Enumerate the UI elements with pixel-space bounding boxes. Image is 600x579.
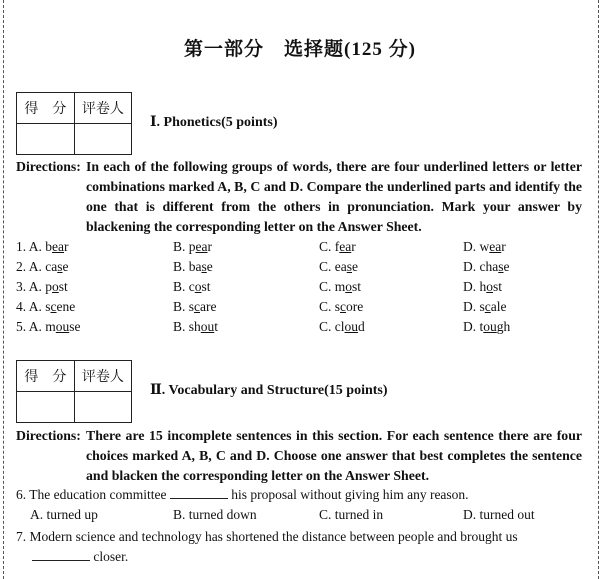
option-letter: C. bbox=[319, 299, 332, 314]
word-part: p bbox=[45, 279, 53, 294]
word-part: cl bbox=[334, 319, 345, 334]
question-6 bbox=[16, 485, 582, 505]
phonetics-option bbox=[319, 239, 356, 255]
question-stem: 7. Modern science and technology has shortened the distance between people and brought us bbox=[16, 529, 518, 544]
underlined-letters: c bbox=[194, 299, 201, 314]
phonetics-option bbox=[319, 259, 358, 275]
underlined-letters: ea bbox=[489, 239, 502, 254]
option-letter: C. bbox=[319, 319, 332, 334]
answer-blank bbox=[32, 548, 90, 561]
section-heading-phonetics: Ⅰ. Phonetics(5 points) bbox=[150, 115, 278, 130]
word-part: ba bbox=[188, 259, 202, 274]
word-part: d bbox=[358, 319, 365, 334]
word-part: r bbox=[351, 239, 356, 254]
option-letter: C. bbox=[319, 239, 332, 254]
left-dashed-margin bbox=[3, 0, 4, 579]
word-part: t bbox=[479, 319, 484, 334]
question-number: 1. A. bbox=[16, 239, 42, 254]
option-a: A. turned up bbox=[30, 507, 98, 522]
underlined-letters: c bbox=[484, 299, 491, 314]
underlined-letters: o bbox=[52, 279, 59, 294]
word-part: st bbox=[493, 279, 503, 294]
underlined-letters: c bbox=[50, 299, 57, 314]
score-box-1 bbox=[16, 92, 132, 155]
option-c: C. turned in bbox=[319, 507, 384, 522]
word-part: s bbox=[334, 299, 341, 314]
option-letter: B. bbox=[173, 239, 186, 254]
answer-blank bbox=[170, 486, 228, 499]
underlined-letters: s bbox=[346, 259, 353, 274]
option-letter: D. bbox=[463, 239, 477, 254]
option-letter: D. bbox=[463, 259, 477, 274]
phonetics-option bbox=[319, 299, 363, 315]
word-part: e bbox=[352, 259, 359, 274]
word-part: s bbox=[188, 299, 195, 314]
directions-text: There are 15 incomplete sentences in this section. For each sentence there are four choices marked A, B, C and D. Choose one answer that best completes the sentence and blacken the corresponding letter on the Answer Sheet. bbox=[86, 428, 582, 483]
option-letter: C. bbox=[319, 259, 332, 274]
option-letter: B. bbox=[173, 319, 186, 334]
phonetics-option bbox=[173, 299, 217, 315]
phonetics-option bbox=[173, 239, 212, 255]
grader-cell bbox=[74, 392, 131, 423]
question-stem: 6. The education committee bbox=[16, 487, 167, 502]
option-letter: D. bbox=[463, 299, 477, 314]
word-part: e bbox=[62, 259, 69, 274]
word-part: st bbox=[201, 279, 211, 294]
phonetics-option bbox=[16, 319, 81, 335]
word-part: r bbox=[501, 239, 506, 254]
right-dashed-margin bbox=[598, 0, 599, 579]
underlined-letters: ou bbox=[483, 319, 497, 334]
word-part: ene bbox=[56, 299, 76, 314]
question-number: 3. A. bbox=[16, 279, 42, 294]
score-label: 得 分 bbox=[17, 361, 75, 392]
phonetics-option bbox=[16, 239, 69, 255]
word-part: c bbox=[188, 279, 195, 294]
option-d: D. turned out bbox=[463, 507, 535, 522]
phonetics-option bbox=[173, 259, 213, 275]
underlined-letters: o bbox=[194, 279, 202, 294]
word-part: sh bbox=[188, 319, 201, 334]
directions-phonetics bbox=[16, 157, 582, 237]
word-part: s bbox=[479, 299, 485, 314]
word-part: t bbox=[214, 319, 219, 334]
question-7 bbox=[16, 527, 582, 567]
phonetics-option bbox=[463, 319, 510, 335]
score-label: 得 分 bbox=[17, 93, 75, 124]
phonetics-option bbox=[16, 259, 69, 275]
underlined-letters: ea bbox=[52, 239, 64, 254]
option-letter: B. bbox=[173, 299, 186, 314]
option-letter: B. bbox=[173, 259, 186, 274]
question-number: 4. A. bbox=[16, 299, 42, 314]
directions-label: Directions: bbox=[16, 159, 81, 174]
underlined-letters: ou bbox=[344, 319, 359, 334]
word-part: m bbox=[45, 319, 56, 334]
word-part: b bbox=[45, 239, 53, 254]
word-part: st bbox=[352, 279, 362, 294]
word-part: e bbox=[206, 259, 213, 274]
word-part: gh bbox=[496, 319, 511, 334]
section-heading-vocabulary: Ⅱ. Vocabulary and Structure(15 points) bbox=[150, 383, 388, 398]
word-part: ore bbox=[346, 299, 364, 314]
score-box-2 bbox=[16, 360, 132, 423]
word-part: w bbox=[479, 239, 490, 254]
grader-label: 评卷人 bbox=[74, 361, 131, 392]
word-part: h bbox=[479, 279, 487, 294]
phonetics-option bbox=[319, 279, 361, 295]
word-part: e bbox=[503, 259, 510, 274]
word-part: cha bbox=[479, 259, 499, 274]
underlined-letters: o bbox=[345, 279, 353, 294]
underlined-letters: s bbox=[498, 259, 504, 274]
underlined-letters: c bbox=[340, 299, 347, 314]
phonetics-option bbox=[173, 279, 211, 295]
phonetics-option bbox=[463, 239, 506, 255]
underlined-letters: ea bbox=[339, 239, 352, 254]
option-b: B. turned down bbox=[173, 507, 257, 522]
word-part: se bbox=[69, 319, 81, 334]
question-number: 2. A. bbox=[16, 259, 42, 274]
score-cell bbox=[17, 124, 75, 155]
word-part: p bbox=[188, 239, 196, 254]
grader-label: 评卷人 bbox=[74, 93, 131, 124]
option-letter: B. bbox=[173, 279, 186, 294]
option-letter: D. bbox=[463, 319, 477, 334]
phonetics-option bbox=[16, 299, 75, 315]
word-part: st bbox=[58, 279, 68, 294]
word-part: m bbox=[334, 279, 346, 294]
word-part: ea bbox=[334, 259, 347, 274]
directions-label: Directions: bbox=[16, 428, 81, 443]
question-stem-end: closer. bbox=[93, 549, 129, 564]
word-part: are bbox=[200, 299, 217, 314]
underlined-letters: s bbox=[57, 259, 63, 274]
word-part: ca bbox=[45, 259, 58, 274]
underlined-letters: ou bbox=[200, 319, 215, 334]
question-number: 5. A. bbox=[16, 319, 42, 334]
underlined-letters: ea bbox=[195, 239, 208, 254]
grader-cell bbox=[74, 124, 131, 155]
phonetics-option bbox=[173, 319, 218, 335]
option-letter: D. bbox=[463, 279, 477, 294]
question-stem-end: his proposal without giving him any reason. bbox=[231, 487, 469, 502]
word-part: f bbox=[334, 239, 340, 254]
phonetics-option bbox=[463, 279, 502, 295]
page-title: 第一部分 选择题(125 分) bbox=[184, 39, 416, 60]
word-part: r bbox=[207, 239, 212, 254]
phonetics-option bbox=[463, 259, 510, 275]
word-part: ale bbox=[490, 299, 507, 314]
directions-vocabulary bbox=[16, 426, 582, 486]
score-cell bbox=[17, 392, 75, 423]
phonetics-option bbox=[463, 299, 507, 315]
directions-text: In each of the following groups of words, there are four underlined letters or letter combinations marked A, B, C and D. Compare the underlined parts and identify the one that is different from the others in pronunciation. Mark your answer by blackening the corresponding letter on the Answer Sheet. bbox=[86, 159, 582, 234]
word-part: r bbox=[64, 239, 69, 254]
underlined-letters: s bbox=[201, 259, 207, 274]
option-letter: C. bbox=[319, 279, 332, 294]
underlined-letters: ou bbox=[55, 319, 70, 334]
phonetics-option bbox=[16, 279, 68, 295]
underlined-letters: o bbox=[486, 279, 493, 294]
word-part: s bbox=[45, 299, 51, 314]
phonetics-option bbox=[319, 319, 365, 335]
